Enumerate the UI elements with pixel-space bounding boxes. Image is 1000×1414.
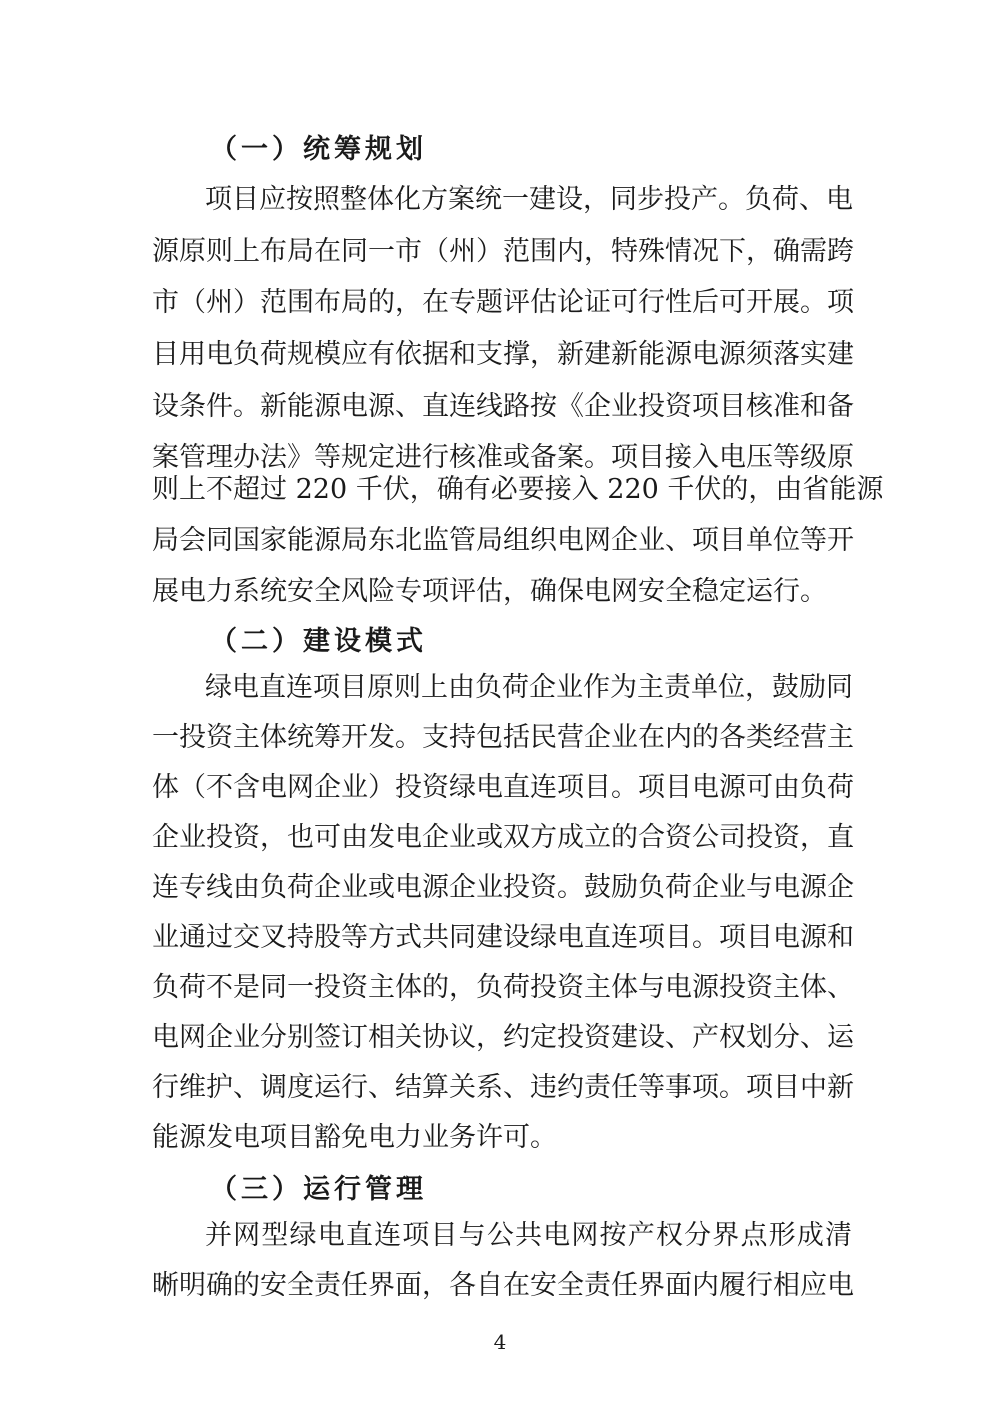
paragraph-line: 绿电直连项目原则上由负荷企业作为主责单位，鼓励同 xyxy=(205,672,853,703)
section-heading-3: （三）运行管理 xyxy=(210,1174,427,1205)
paragraph-line: 行维护、调度运行、结算关系、违约责任等事项。项目中新 xyxy=(152,1072,854,1103)
paragraph-line: 并网型绿电直连项目与公共电网按产权分界点形成清 xyxy=(205,1220,852,1251)
paragraph-line: 案管理办法》等规定进行核准或备案。项目接入电压等级原 xyxy=(152,442,854,473)
section-heading-2: （二）建设模式 xyxy=(210,626,427,657)
paragraph-line: 局会同国家能源局东北监管局组织电网企业、项目单位等开 xyxy=(152,525,854,556)
paragraph-line: 项目应按照整体化方案统一建设，同步投产。负荷、电 xyxy=(205,184,853,215)
paragraph-line: 企业投资，也可由发电企业或双方成立的合资公司投资，直 xyxy=(152,822,854,853)
paragraph-line: 能源发电项目豁免电力业务许可。 xyxy=(152,1122,557,1153)
page-number: 4 xyxy=(493,1330,507,1354)
section-heading-1: （一）统筹规划 xyxy=(210,134,427,165)
paragraph-line: 一投资主体统筹开发。支持包括民营企业在内的各类经营主 xyxy=(152,722,854,753)
paragraph-line: 市（州）范围布局的，在专题评估论证可行性后可开展。项 xyxy=(152,287,854,318)
paragraph-line: 晰明确的安全责任界面，各自在安全责任界面内履行相应电 xyxy=(152,1270,854,1301)
paragraph-line: 体（不含电网企业）投资绿电直连项目。项目电源可由负荷 xyxy=(152,772,854,803)
paragraph-line: 展电力系统安全风险专项评估，确保电网安全稳定运行。 xyxy=(152,576,827,607)
paragraph-line: 业通过交叉持股等方式共同建设绿电直连项目。项目电源和 xyxy=(152,922,854,953)
paragraph-line: 则上不超过 220 千伏，确有必要接入 220 千伏的，由省能源 xyxy=(152,474,884,505)
paragraph-line: 连专线由负荷企业或电源企业投资。鼓励负荷企业与电源企 xyxy=(152,872,854,903)
paragraph-line: 目用电负荷规模应有依据和支撑，新建新能源电源须落实建 xyxy=(152,339,854,370)
paragraph-line: 设条件。新能源电源、直连线路按《企业投资项目核准和备 xyxy=(152,391,854,422)
paragraph-line: 电网企业分别签订相关协议，约定投资建设、产权划分、运 xyxy=(152,1022,854,1053)
paragraph-line: 负荷不是同一投资主体的，负荷投资主体与电源投资主体、 xyxy=(152,972,854,1003)
paragraph-line: 源原则上布局在同一市（州）范围内，特殊情况下，确需跨 xyxy=(152,236,854,267)
